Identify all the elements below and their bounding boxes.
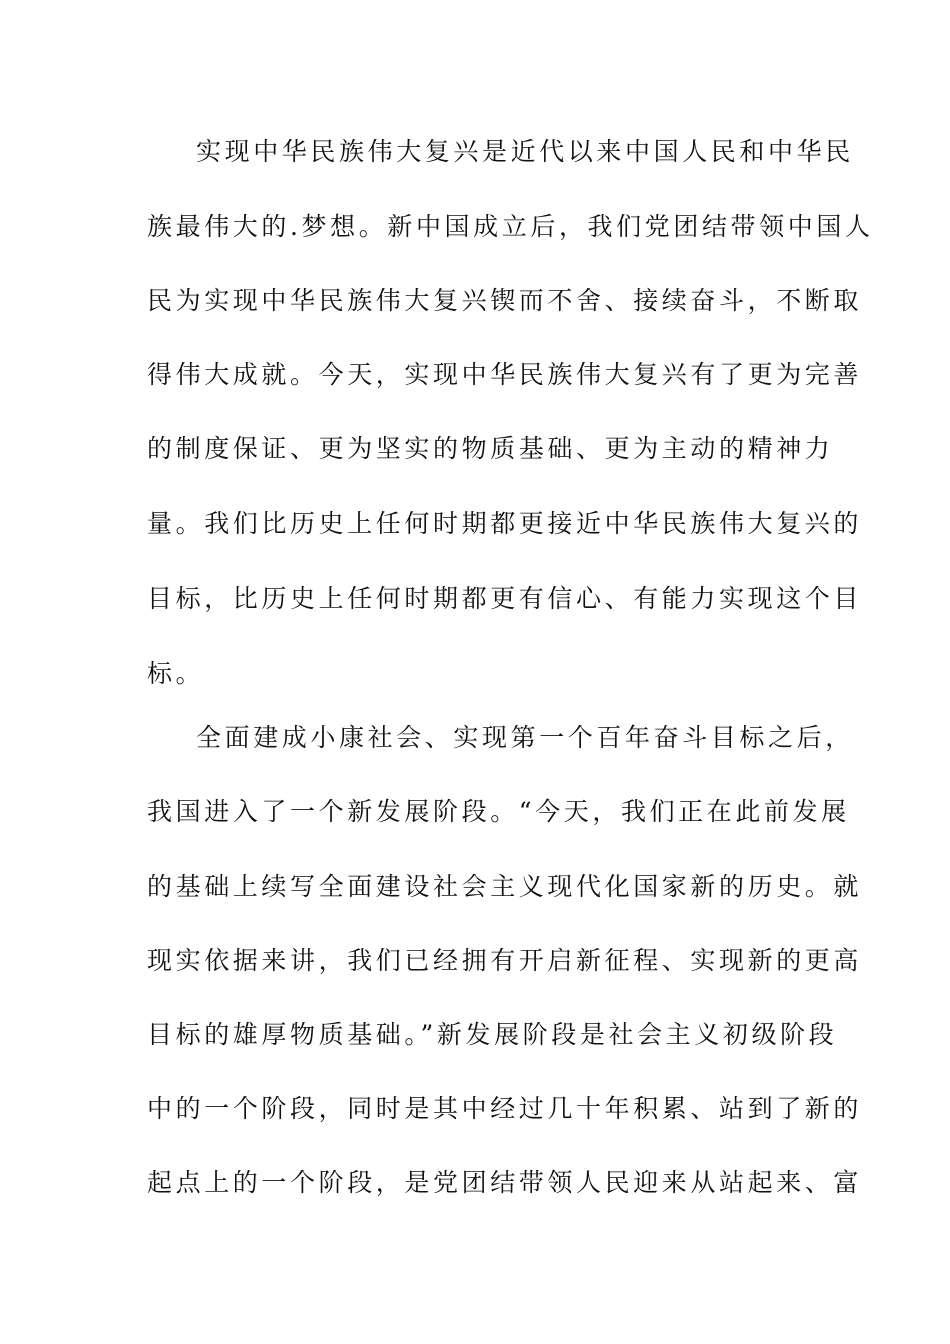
text-line: 得伟大成就。今天，实现中华民族伟大复兴有了更为完善 [147, 360, 863, 389]
text-line: 现实依据来讲，我们已经拥有开启新征程、实现新的更高 [147, 946, 863, 975]
text-line: 起点上的一个阶段，是党团结带领人民迎来从站起来、富 [147, 1168, 863, 1197]
text-line: 全面建成小康社会、实现第一个百年奋斗目标之后， [196, 723, 854, 752]
text-line: 量。我们比历史上任何时期都更接近中华民族伟大复兴的 [147, 509, 863, 538]
text-line: 中的一个阶段，同时是其中经过几十年积累、站到了新的 [147, 1094, 863, 1123]
text-line: 的基础上续写全面建设社会主义现代化国家新的历史。就 [147, 872, 863, 901]
text-line: 我国进入了一个新发展阶段。“今天，我们正在此前发展 [147, 797, 850, 826]
text-line: 实现中华民族伟大复兴是近代以来中国人民和中华民 [196, 137, 854, 166]
text-line: 的制度保证、更为坚实的物质基础、更为主动的精神力 [147, 434, 834, 463]
text-line: 目标，比历史上任何时期都更有信心、有能力实现这个目 [147, 584, 863, 613]
text-line: 标。 [147, 659, 205, 688]
text-line: 族最伟大的.梦想。新中国成立后，我们党团结带领中国人 [147, 212, 874, 241]
text-line: 民为实现中华民族伟大复兴锲而不舍、接续奋斗，不断取 [147, 286, 863, 315]
text-line: 目标的雄厚物质基础。”新发展阶段是社会主义初级阶段 [147, 1020, 838, 1049]
